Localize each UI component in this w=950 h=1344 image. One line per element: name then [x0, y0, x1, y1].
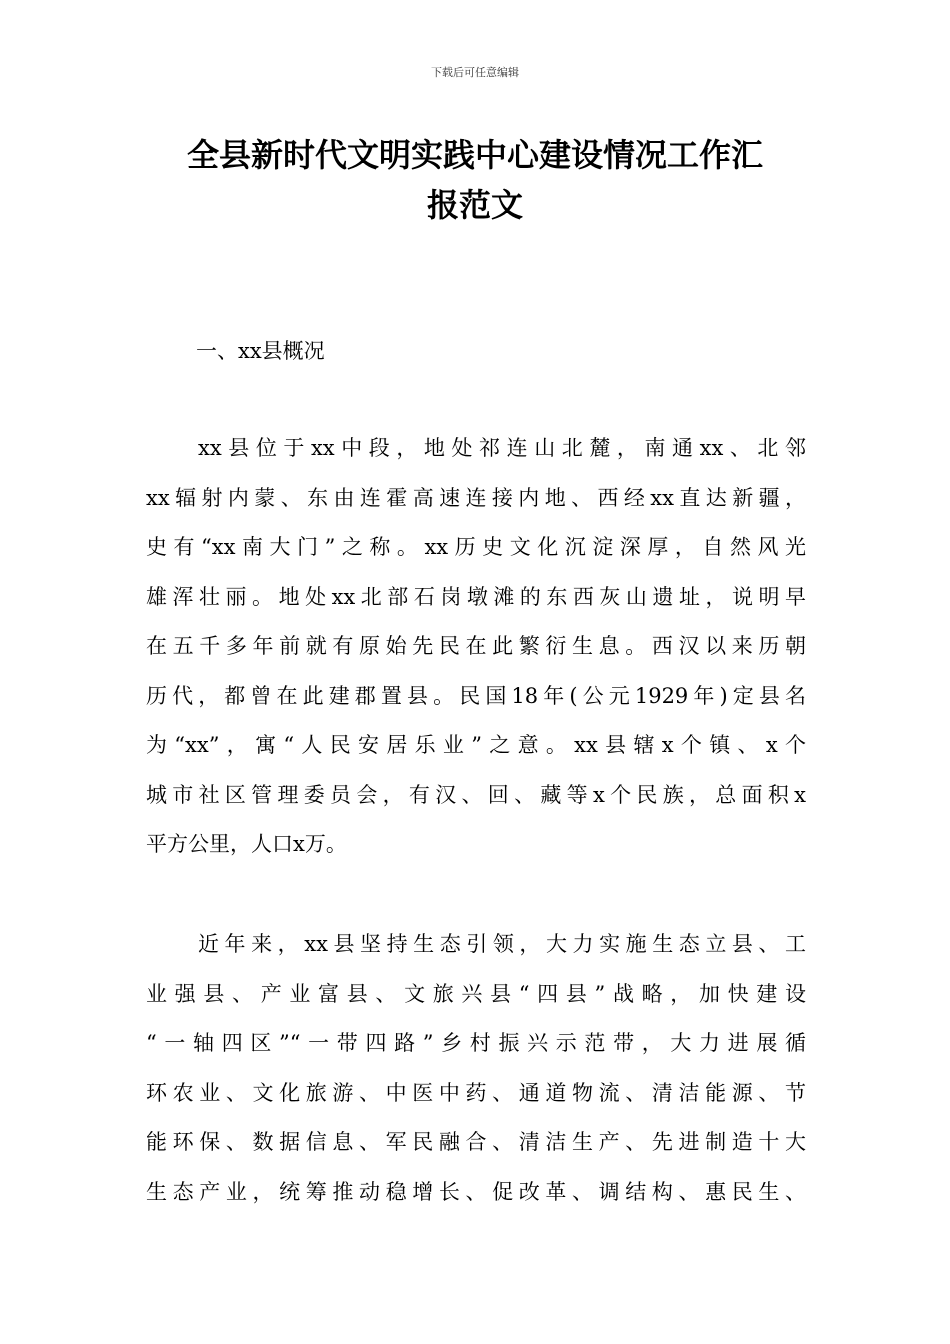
paragraph-line: xx辐射内蒙、东由连霍高速连接内地、西经xx直达新疆， [146, 485, 806, 510]
paragraph-line: 环农业、文化旅游、中医中药、通道物流、清洁能源、节 [146, 1080, 806, 1105]
title-line-2: 报范文 [426, 186, 523, 224]
paragraph-line: 生态产业，统筹推动稳增长、促改革、调结构、惠民生、 [146, 1179, 806, 1204]
paragraph-line: 城市社区管理委员会，有汉、回、藏等x个民族，总面积x [146, 782, 806, 807]
paragraph-line: 近年来，xx县坚持生态引领，大力实施生态立县、工 [198, 932, 806, 956]
paragraph-line: “一轴四区”“一带四路”乡村振兴示范带，大力进展循 [146, 1031, 806, 1055]
paragraph-line: 能环保、数据信息、军民融合、清洁生产、先进制造十大 [146, 1130, 806, 1154]
paragraph-line: 为“xx”，寓“人民安居乐业”之意。xx县辖x个镇、x个 [146, 733, 806, 757]
paragraph-overview [146, 434, 806, 880]
paragraph-line: 雄浑壮丽。地处xx北部石岗墩滩的东西灰山遗址，说明早 [146, 584, 806, 609]
paragraph-line: 业强县、产业富县、文旅兴县“四县”战略，加快建设 [146, 981, 806, 1006]
paragraph-line: xx县位于xx中段，地处祁连山北麓，南通xx、北邻 [198, 436, 806, 460]
document-title [150, 130, 800, 230]
header-note: 下载后可任意编辑 [431, 66, 519, 79]
paragraph-line: 在五千多年前就有原始先民在此繁衍生息。西汉以来历朝 [146, 634, 806, 658]
paragraph-line: 平方公里，人口x万。 [146, 832, 347, 856]
title-line-1: 全县新时代文明实践中心建设情况工作汇 [186, 136, 763, 174]
paragraph-line: 史有“xx南大门”之称。xx历史文化沉淀深厚，自然风光 [146, 535, 806, 559]
section-heading: 一、xx县概况 [196, 339, 325, 363]
paragraph-line: 历代，都曾在此建郡置县。民国18年(公元1929年)定县名 [146, 683, 806, 708]
paragraph-recent-years [146, 930, 806, 1227]
